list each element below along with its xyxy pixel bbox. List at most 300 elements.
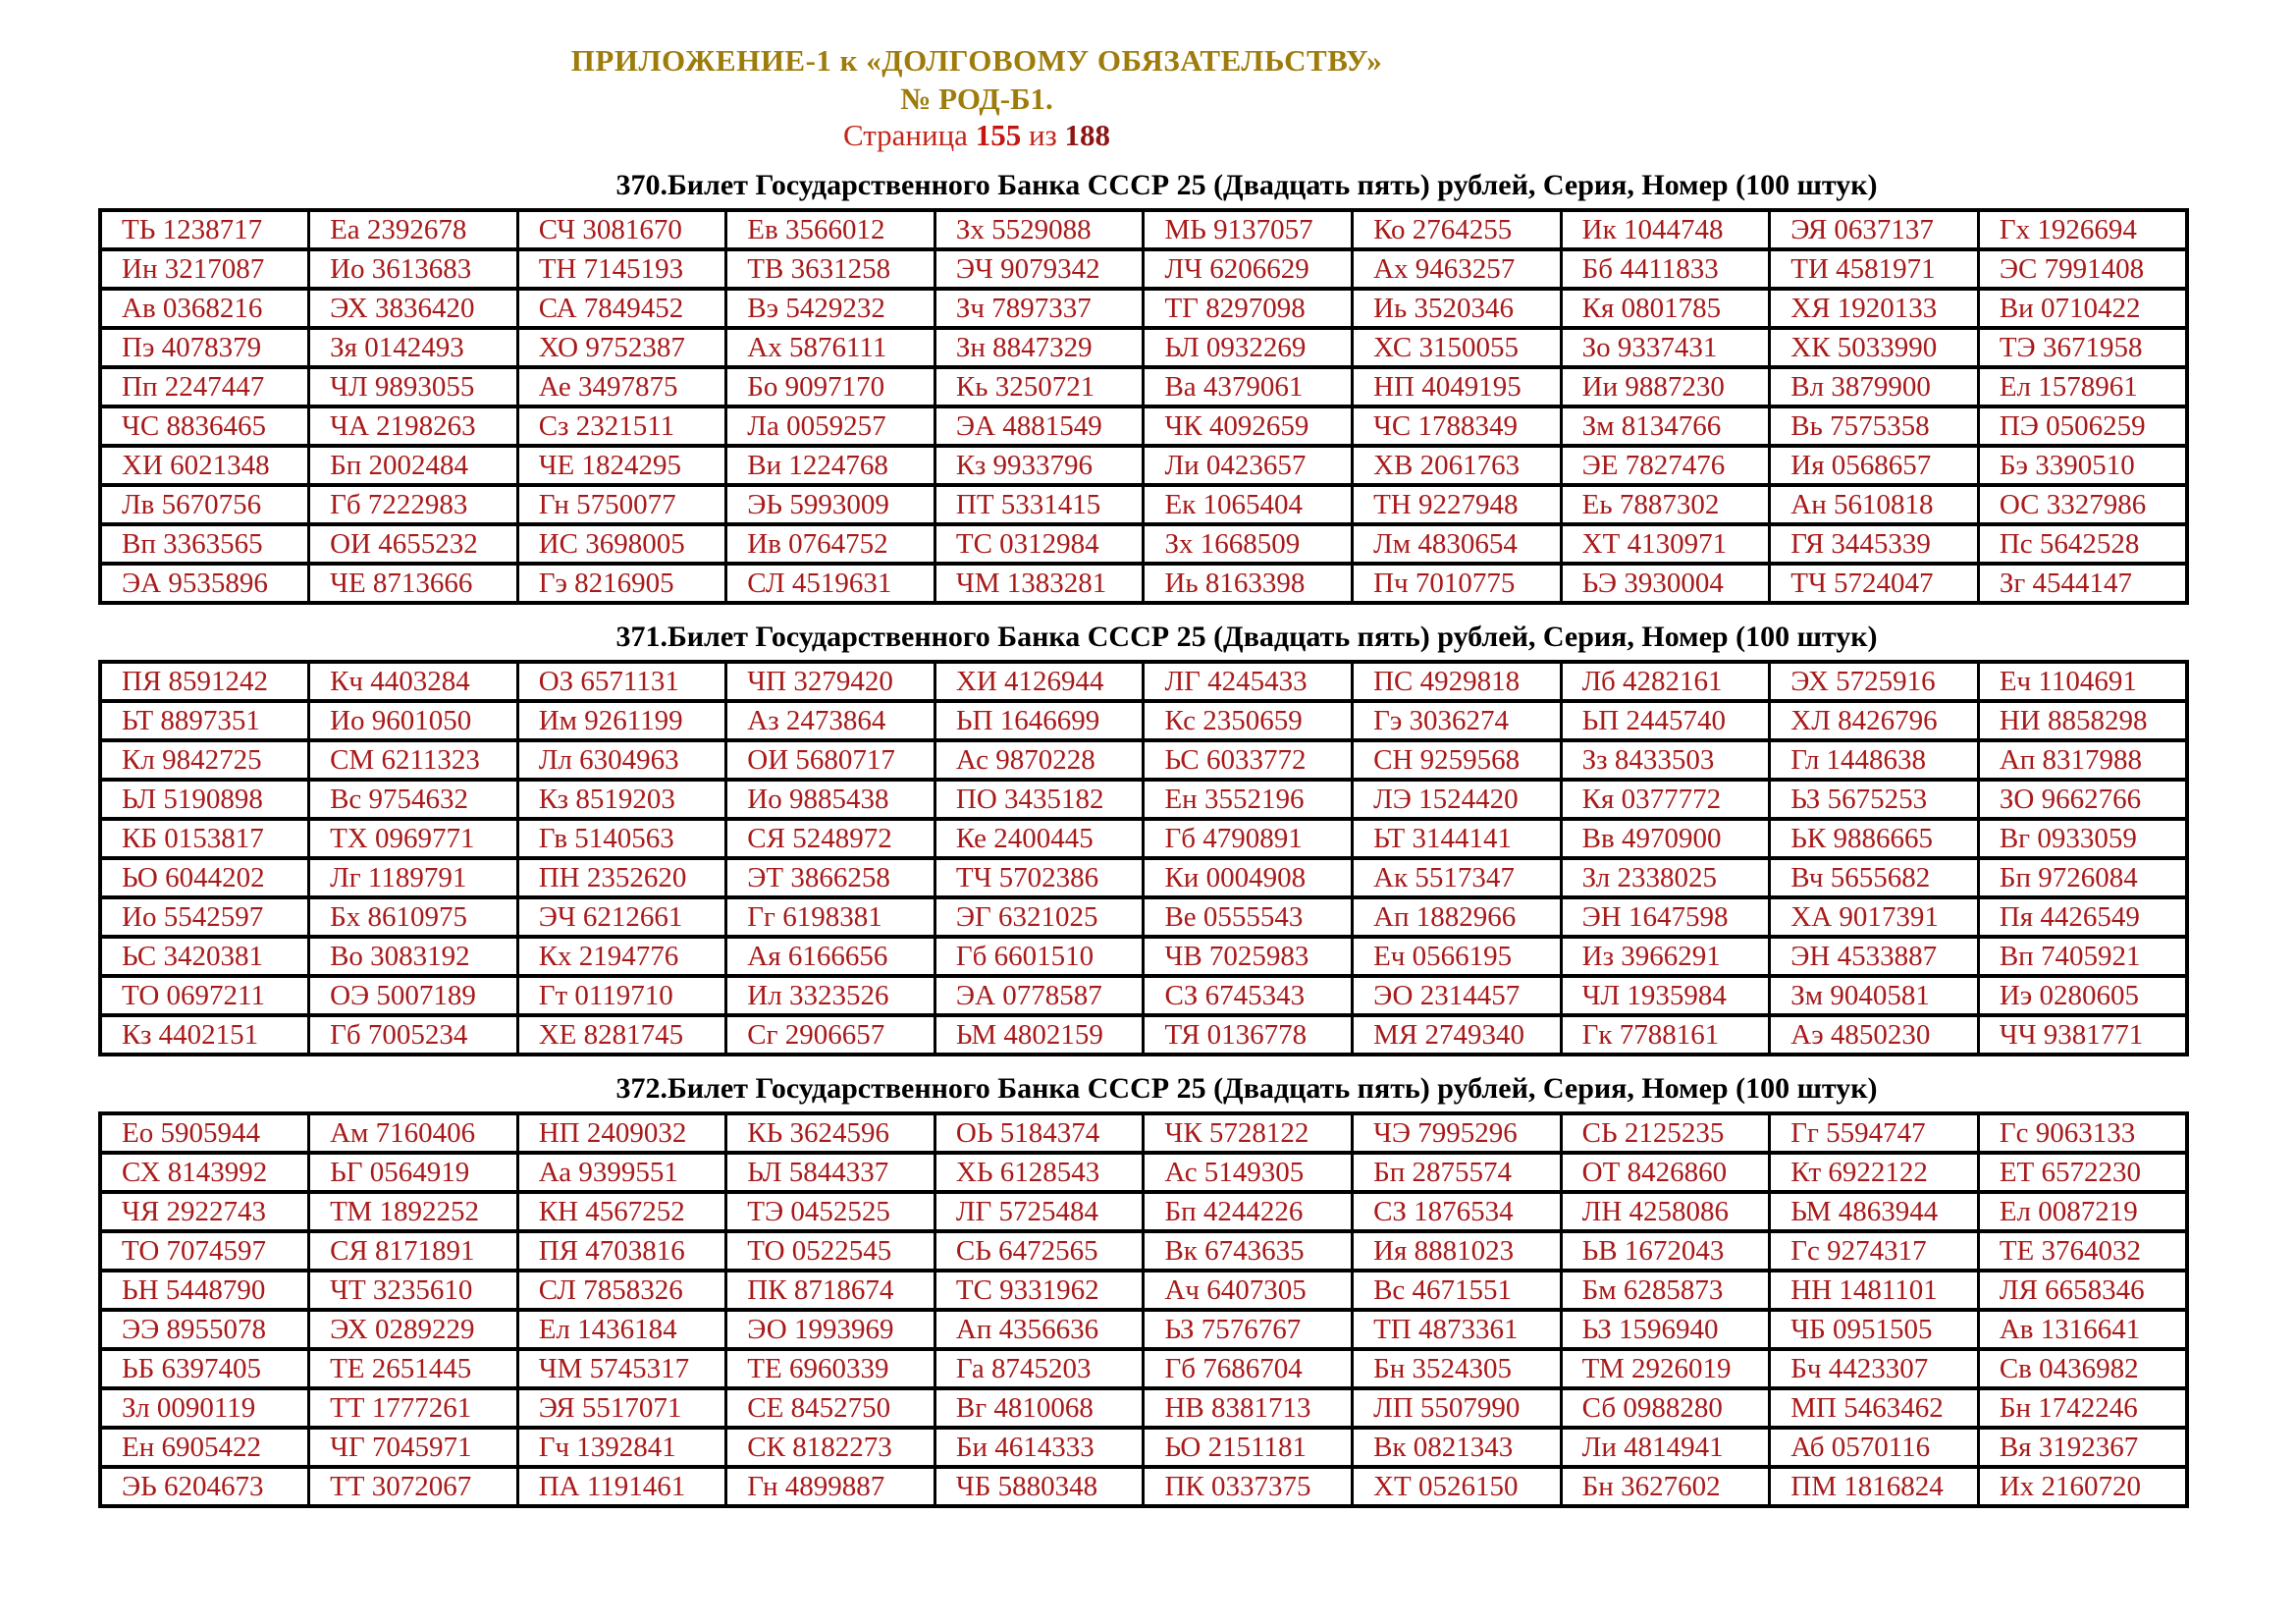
- table-row: [100, 1310, 2187, 1349]
- serial-cell: ТС 9331962: [934, 1271, 1144, 1310]
- serial-cell: Ки 0004908: [1144, 858, 1353, 897]
- section-370: [0, 169, 2296, 605]
- serial-cell: ПО 3435182: [934, 780, 1144, 819]
- serial-cell: ТТ 3072067: [309, 1467, 518, 1506]
- serial-cell: КБ 0153817: [100, 819, 309, 858]
- serial-cell: Зм 9040581: [1770, 976, 1979, 1015]
- serial-cell: ЭХ 0289229: [309, 1310, 518, 1349]
- serial-cell: ПЯ 8591242: [100, 662, 309, 701]
- serial-cell: НН 1481101: [1770, 1271, 1979, 1310]
- serial-cell: Ио 9885438: [726, 780, 935, 819]
- serial-cell: ХТ 4130971: [1561, 524, 1770, 564]
- page-total: 188: [1064, 118, 1111, 152]
- serial-cell: Вя 3192367: [1978, 1428, 2187, 1467]
- serial-cell: СН 9259568: [1353, 740, 1562, 780]
- serial-cell: Вп 3363565: [100, 524, 309, 564]
- serial-cell: ЧВ 7025983: [1144, 937, 1353, 976]
- serial-cell: Иь 8163398: [1144, 564, 1353, 603]
- serial-cell: СК 8182273: [726, 1428, 935, 1467]
- table-row: [100, 485, 2187, 524]
- table-row: [100, 819, 2187, 858]
- serial-cell: Ва 4379061: [1144, 367, 1353, 406]
- serial-cell: Вк 6743635: [1144, 1231, 1353, 1271]
- serials-table: [98, 208, 2189, 605]
- serial-cell: МП 5463462: [1770, 1388, 1979, 1428]
- serial-cell: СЬ 2125235: [1561, 1113, 1770, 1153]
- serial-cell: Сз 2321511: [517, 406, 726, 446]
- serial-cell: Зн 8847329: [934, 328, 1144, 367]
- table-row: [100, 662, 2187, 701]
- serial-cell: Аз 2473864: [726, 701, 935, 740]
- serial-cell: ЬЗ 7576767: [1144, 1310, 1353, 1349]
- serial-cell: МЬ 9137057: [1144, 210, 1353, 249]
- serial-cell: КЬ 3624596: [726, 1113, 935, 1153]
- table-row: [100, 937, 2187, 976]
- serial-cell: Бп 2875574: [1353, 1153, 1562, 1192]
- serial-cell: ЛГ 4245433: [1144, 662, 1353, 701]
- serial-cell: ТО 7074597: [100, 1231, 309, 1271]
- serial-cell: Гс 9063133: [1978, 1113, 2187, 1153]
- serial-cell: Ел 0087219: [1978, 1192, 2187, 1231]
- serial-cell: Зо 9337431: [1561, 328, 1770, 367]
- serial-cell: ЧМ 1383281: [934, 564, 1144, 603]
- serial-cell: Вг 4810068: [934, 1388, 1144, 1428]
- serial-cell: ЭО 1993969: [726, 1310, 935, 1349]
- table-row: [100, 1015, 2187, 1055]
- serial-cell: ЭТ 3866258: [726, 858, 935, 897]
- serial-cell: Их 2160720: [1978, 1467, 2187, 1506]
- serial-cell: Ев 3566012: [726, 210, 935, 249]
- serial-cell: Ио 3613683: [309, 249, 518, 289]
- table-row: [100, 740, 2187, 780]
- serial-cell: ПС 4929818: [1353, 662, 1562, 701]
- table-row: [100, 328, 2187, 367]
- serial-cell: ЬМ 4863944: [1770, 1192, 1979, 1231]
- serial-cell: ТМ 2926019: [1561, 1349, 1770, 1388]
- serial-cell: ТС 0312984: [934, 524, 1144, 564]
- serial-cell: ХА 9017391: [1770, 897, 1979, 937]
- serial-cell: ЭН 1647598: [1561, 897, 1770, 937]
- serial-cell: Зл 0090119: [100, 1388, 309, 1428]
- serial-cell: Ав 0368216: [100, 289, 309, 328]
- serial-cell: ЬП 1646699: [934, 701, 1144, 740]
- serial-cell: Еь 7887302: [1561, 485, 1770, 524]
- serial-cell: Ап 8317988: [1978, 740, 2187, 780]
- serial-cell: ЧС 8836465: [100, 406, 309, 446]
- serial-cell: Гв 5140563: [517, 819, 726, 858]
- table-row: [100, 289, 2187, 328]
- serial-cell: Им 9261199: [517, 701, 726, 740]
- table-row: [100, 1271, 2187, 1310]
- serial-cell: Бб 4411833: [1561, 249, 1770, 289]
- serial-cell: Гх 1926694: [1978, 210, 2187, 249]
- serial-cell: ЭЯ 0637137: [1770, 210, 1979, 249]
- serial-cell: Кл 9842725: [100, 740, 309, 780]
- serial-cell: ТВ 3631258: [726, 249, 935, 289]
- serial-cell: СХ 8143992: [100, 1153, 309, 1192]
- serial-cell: Га 8745203: [934, 1349, 1144, 1388]
- serial-cell: Бч 4423307: [1770, 1349, 1979, 1388]
- serial-cell: Ли 0423657: [1144, 446, 1353, 485]
- serial-cell: ОИ 5680717: [726, 740, 935, 780]
- serial-cell: Вв 4970900: [1561, 819, 1770, 858]
- serial-cell: Ан 5610818: [1770, 485, 1979, 524]
- serial-cell: Пэ 4078379: [100, 328, 309, 367]
- table-row: [100, 564, 2187, 603]
- table-row: [100, 1113, 2187, 1153]
- serial-cell: Бп 2002484: [309, 446, 518, 485]
- serial-cell: Ия 0568657: [1770, 446, 1979, 485]
- serial-cell: Ак 5517347: [1353, 858, 1562, 897]
- serial-cell: Сб 0988280: [1561, 1388, 1770, 1428]
- serial-cell: НП 4049195: [1353, 367, 1562, 406]
- table-row: [100, 1153, 2187, 1192]
- serial-cell: СЗ 6745343: [1144, 976, 1353, 1015]
- serial-cell: ЬМ 4802159: [934, 1015, 1144, 1055]
- serial-cell: ПА 1191461: [517, 1467, 726, 1506]
- serial-cell: Бп 9726084: [1978, 858, 2187, 897]
- serial-cell: Ав 1316641: [1978, 1310, 2187, 1349]
- serial-cell: Лм 4830654: [1353, 524, 1562, 564]
- serial-cell: Зл 2338025: [1561, 858, 1770, 897]
- serials-table: [98, 660, 2189, 1056]
- serial-cell: ОС 3327986: [1978, 485, 2187, 524]
- serial-cell: Ив 0764752: [726, 524, 935, 564]
- serial-cell: Вс 9754632: [309, 780, 518, 819]
- serial-cell: ТЭ 3671958: [1978, 328, 2187, 367]
- page-current: 155: [975, 118, 1022, 152]
- serial-cell: МЯ 2749340: [1353, 1015, 1562, 1055]
- table-row: [100, 1388, 2187, 1428]
- serial-cell: Пя 4426549: [1978, 897, 2187, 937]
- serial-cell: Гэ 8216905: [517, 564, 726, 603]
- serial-cell: ЬГ 0564919: [309, 1153, 518, 1192]
- serial-cell: Кя 0801785: [1561, 289, 1770, 328]
- serial-cell: ЭО 2314457: [1353, 976, 1562, 1015]
- serial-cell: Зч 7897337: [934, 289, 1144, 328]
- serial-cell: Зг 4544147: [1978, 564, 2187, 603]
- serial-cell: Вь 7575358: [1770, 406, 1979, 446]
- serial-cell: Бп 4244226: [1144, 1192, 1353, 1231]
- serial-cell: Гг 6198381: [726, 897, 935, 937]
- serial-cell: Бн 3627602: [1561, 1467, 1770, 1506]
- serial-cell: Кт 6922122: [1770, 1153, 1979, 1192]
- serial-cell: Ен 3552196: [1144, 780, 1353, 819]
- section-header: 371.Билет Государственного Банка СССР 25 (Двадцать пять) рублей, Серия, Номер (100 штук): [615, 621, 1878, 653]
- serial-cell: Зх 5529088: [934, 210, 1144, 249]
- serial-cell: Лг 1189791: [309, 858, 518, 897]
- serial-cell: ОТ 8426860: [1561, 1153, 1770, 1192]
- serial-cell: ЬТ 8897351: [100, 701, 309, 740]
- serial-cell: Зм 8134766: [1561, 406, 1770, 446]
- table-row: [100, 367, 2187, 406]
- serial-cell: ХЯ 1920133: [1770, 289, 1979, 328]
- serial-cell: ЛЧ 6206629: [1144, 249, 1353, 289]
- serial-cell: Гг 5594747: [1770, 1113, 1979, 1153]
- serial-cell: Кз 4402151: [100, 1015, 309, 1055]
- serial-cell: Ап 1882966: [1353, 897, 1562, 937]
- serial-cell: ХТ 0526150: [1353, 1467, 1562, 1506]
- serial-cell: ЭЬ 6204673: [100, 1467, 309, 1506]
- serial-cell: ЬБ 6397405: [100, 1349, 309, 1388]
- serial-cell: Ио 9601050: [309, 701, 518, 740]
- serial-cell: ЬК 9886665: [1770, 819, 1979, 858]
- serial-cell: Кс 2350659: [1144, 701, 1353, 740]
- serial-cell: ТН 7145193: [517, 249, 726, 289]
- serial-cell: ПЭ 0506259: [1978, 406, 2187, 446]
- serial-cell: ОЗ 6571131: [517, 662, 726, 701]
- serial-cell: Ви 1224768: [726, 446, 935, 485]
- serial-cell: Бэ 3390510: [1978, 446, 2187, 485]
- serial-cell: ПН 2352620: [517, 858, 726, 897]
- serial-cell: Гч 1392841: [517, 1428, 726, 1467]
- serial-cell: Во 3083192: [309, 937, 518, 976]
- table-row: [100, 1192, 2187, 1231]
- serial-cell: ХЕ 8281745: [517, 1015, 726, 1055]
- serial-cell: Пс 5642528: [1978, 524, 2187, 564]
- serial-cell: ЛЯ 6658346: [1978, 1271, 2187, 1310]
- serial-cell: ЬЗ 5675253: [1770, 780, 1979, 819]
- serial-cell: Гб 7222983: [309, 485, 518, 524]
- serial-cell: ЬЛ 5844337: [726, 1153, 935, 1192]
- serial-cell: ЛН 4258086: [1561, 1192, 1770, 1231]
- serial-cell: Ви 0710422: [1978, 289, 2187, 328]
- serial-cell: Ве 0555543: [1144, 897, 1353, 937]
- serial-cell: Ах 9463257: [1353, 249, 1562, 289]
- serial-cell: Из 3966291: [1561, 937, 1770, 976]
- serial-cell: ТЯ 0136778: [1144, 1015, 1353, 1055]
- serial-cell: ТХ 0969771: [309, 819, 518, 858]
- page-indicator: [0, 118, 1953, 153]
- serial-cell: Ек 1065404: [1144, 485, 1353, 524]
- serial-cell: Ик 1044748: [1561, 210, 1770, 249]
- serial-cell: Бм 6285873: [1561, 1271, 1770, 1310]
- doc-number: № РОД-Б1.: [900, 81, 1053, 116]
- section-372: [0, 1072, 2296, 1508]
- serial-cell: Еа 2392678: [309, 210, 518, 249]
- serial-cell: Кх 2194776: [517, 937, 726, 976]
- serial-cell: Ап 4356636: [934, 1310, 1144, 1349]
- serial-cell: ТТ 1777261: [309, 1388, 518, 1428]
- serial-cell: Ач 6407305: [1144, 1271, 1353, 1310]
- serial-cell: Иь 3520346: [1353, 289, 1562, 328]
- serial-cell: ЧЛ 1935984: [1561, 976, 1770, 1015]
- section-371: [0, 621, 2296, 1056]
- serial-cell: ПК 8718674: [726, 1271, 935, 1310]
- serial-cell: ЧЕ 8713666: [309, 564, 518, 603]
- serial-cell: ЬЛ 5190898: [100, 780, 309, 819]
- serial-cell: ТЕ 6960339: [726, 1349, 935, 1388]
- serial-cell: Ла 0059257: [726, 406, 935, 446]
- serial-cell: КН 4567252: [517, 1192, 726, 1231]
- page-separator: из: [1028, 118, 1057, 152]
- serial-cell: Аб 0570116: [1770, 1428, 1979, 1467]
- serial-cell: ТМ 1892252: [309, 1192, 518, 1231]
- serial-cell: ЧА 2198263: [309, 406, 518, 446]
- serial-cell: Пп 2247447: [100, 367, 309, 406]
- serial-cell: Вк 0821343: [1353, 1428, 1562, 1467]
- serial-cell: Ая 6166656: [726, 937, 935, 976]
- serial-cell: ХО 9752387: [517, 328, 726, 367]
- section-header: 370.Билет Государственного Банка СССР 25 (Двадцать пять) рублей, Серия, Номер (100 штук): [615, 169, 1878, 201]
- serial-cell: ЧБ 0951505: [1770, 1310, 1979, 1349]
- serial-cell: ПМ 1816824: [1770, 1467, 1979, 1506]
- section-header: 372.Билет Государственного Банка СССР 25 (Двадцать пять) рублей, Серия, Номер (100 штук): [615, 1072, 1878, 1105]
- table-row: [100, 406, 2187, 446]
- serial-cell: Ин 3217087: [100, 249, 309, 289]
- serial-cell: Кз 8519203: [517, 780, 726, 819]
- serial-cell: Ас 9870228: [934, 740, 1144, 780]
- serial-cell: ТЕ 2651445: [309, 1349, 518, 1388]
- serial-cell: Вэ 5429232: [726, 289, 935, 328]
- table-row: [100, 897, 2187, 937]
- serial-cell: ЧЭ 7995296: [1353, 1113, 1562, 1153]
- serial-cell: Зя 0142493: [309, 328, 518, 367]
- serial-cell: Бо 9097170: [726, 367, 935, 406]
- serial-cell: Гн 4899887: [726, 1467, 935, 1506]
- serial-cell: ЛП 5507990: [1353, 1388, 1562, 1428]
- table-row: [100, 1467, 2187, 1506]
- serial-cell: ОИ 4655232: [309, 524, 518, 564]
- serial-cell: ТЭ 0452525: [726, 1192, 935, 1231]
- serial-cell: Ео 5905944: [100, 1113, 309, 1153]
- serial-cell: ХК 5033990: [1770, 328, 1979, 367]
- serial-cell: Вл 3879900: [1770, 367, 1979, 406]
- serial-cell: ЛЭ 1524420: [1353, 780, 1562, 819]
- serial-cell: ТЕ 3764032: [1978, 1231, 2187, 1271]
- serial-cell: ЬС 3420381: [100, 937, 309, 976]
- serial-cell: Кз 9933796: [934, 446, 1144, 485]
- serial-cell: Ии 9887230: [1561, 367, 1770, 406]
- serial-cell: Гт 0119710: [517, 976, 726, 1015]
- serial-cell: ЭГ 6321025: [934, 897, 1144, 937]
- serial-cell: ИС 3698005: [517, 524, 726, 564]
- serial-cell: Ае 3497875: [517, 367, 726, 406]
- table-row: [100, 524, 2187, 564]
- serial-cell: Кя 0377772: [1561, 780, 1770, 819]
- serial-cell: ЧС 1788349: [1353, 406, 1562, 446]
- serial-cell: ПЯ 4703816: [517, 1231, 726, 1271]
- serial-cell: Ел 1578961: [1978, 367, 2187, 406]
- serial-cell: СЯ 5248972: [726, 819, 935, 858]
- serial-cell: Аэ 4850230: [1770, 1015, 1979, 1055]
- serial-cell: Ио 5542597: [100, 897, 309, 937]
- table-row: [100, 701, 2187, 740]
- serial-cell: Иэ 0280605: [1978, 976, 2187, 1015]
- serial-cell: ЭА 9535896: [100, 564, 309, 603]
- serial-cell: ЭЭ 8955078: [100, 1310, 309, 1349]
- serial-cell: ТО 0522545: [726, 1231, 935, 1271]
- serial-cell: ЬЛ 0932269: [1144, 328, 1353, 367]
- serial-cell: ЬН 5448790: [100, 1271, 309, 1310]
- serial-cell: Еч 1104691: [1978, 662, 2187, 701]
- serial-cell: Лв 5670756: [100, 485, 309, 524]
- serial-cell: Би 4614333: [934, 1428, 1144, 1467]
- document-header: [0, 41, 1953, 153]
- serial-cell: ЭЬ 5993009: [726, 485, 935, 524]
- serial-cell: Гб 7005234: [309, 1015, 518, 1055]
- serial-cell: ЧП 3279420: [726, 662, 935, 701]
- serial-cell: ЭЯ 5517071: [517, 1388, 726, 1428]
- serial-cell: Гб 6601510: [934, 937, 1144, 976]
- serial-cell: ЬО 2151181: [1144, 1428, 1353, 1467]
- serial-cell: Кч 4403284: [309, 662, 518, 701]
- serial-cell: ЬЗ 1596940: [1561, 1310, 1770, 1349]
- table-row: [100, 1349, 2187, 1388]
- serial-cell: ХЬ 6128543: [934, 1153, 1144, 1192]
- serial-cell: ТЧ 5702386: [934, 858, 1144, 897]
- serial-cell: Кь 3250721: [934, 367, 1144, 406]
- serial-cell: Лб 4282161: [1561, 662, 1770, 701]
- serial-cell: Гэ 3036274: [1353, 701, 1562, 740]
- serial-cell: ТЧ 5724047: [1770, 564, 1979, 603]
- serial-cell: СЬ 6472565: [934, 1231, 1144, 1271]
- serial-cell: ЧГ 7045971: [309, 1428, 518, 1467]
- serial-cell: ЧЛ 9893055: [309, 367, 518, 406]
- serial-cell: ЬП 2445740: [1561, 701, 1770, 740]
- serial-cell: ХИ 6021348: [100, 446, 309, 485]
- serial-cell: Ам 7160406: [309, 1113, 518, 1153]
- serial-cell: ЧЕ 1824295: [517, 446, 726, 485]
- serial-cell: ТГ 8297098: [1144, 289, 1353, 328]
- serial-cell: Ил 3323526: [726, 976, 935, 1015]
- serial-cell: ХИ 4126944: [934, 662, 1144, 701]
- serial-cell: ХВ 2061763: [1353, 446, 1562, 485]
- serial-cell: Вп 7405921: [1978, 937, 2187, 976]
- serial-cell: ЭС 7991408: [1978, 249, 2187, 289]
- serial-cell: Бн 1742246: [1978, 1388, 2187, 1428]
- table-row: [100, 858, 2187, 897]
- serial-cell: Гн 5750077: [517, 485, 726, 524]
- serial-cell: Ия 8881023: [1353, 1231, 1562, 1271]
- page-title: ПРИЛОЖЕНИЕ-1 к «ДОЛГОВОМУ ОБЯЗАТЕЛЬСТВУ»: [570, 43, 1383, 78]
- serial-cell: ЧМ 5745317: [517, 1349, 726, 1388]
- serial-cell: ЧБ 5880348: [934, 1467, 1144, 1506]
- serial-cell: ЭА 4881549: [934, 406, 1144, 446]
- serial-cell: СЕ 8452750: [726, 1388, 935, 1428]
- serial-cell: ЭН 4533887: [1770, 937, 1979, 976]
- serial-cell: Вч 5655682: [1770, 858, 1979, 897]
- serial-cell: НВ 8381713: [1144, 1388, 1353, 1428]
- serial-cell: ТН 9227948: [1353, 485, 1562, 524]
- serial-cell: Ко 2764255: [1353, 210, 1562, 249]
- serial-cell: ПК 0337375: [1144, 1467, 1353, 1506]
- table-row: [100, 446, 2187, 485]
- serial-cell: ЬС 6033772: [1144, 740, 1353, 780]
- serial-cell: Ах 5876111: [726, 328, 935, 367]
- table-row: [100, 1428, 2187, 1467]
- serial-cell: ЧЧ 9381771: [1978, 1015, 2187, 1055]
- serial-cell: СЯ 8171891: [309, 1231, 518, 1271]
- serial-cell: СА 7849452: [517, 289, 726, 328]
- serial-cell: Еч 0566195: [1353, 937, 1562, 976]
- serial-cell: СЛ 7858326: [517, 1271, 726, 1310]
- serial-cell: СЧ 3081670: [517, 210, 726, 249]
- serial-cell: Бх 8610975: [309, 897, 518, 937]
- serial-cell: СМ 6211323: [309, 740, 518, 780]
- serial-cell: ЕТ 6572230: [1978, 1153, 2187, 1192]
- serial-cell: ЬЭ 3930004: [1561, 564, 1770, 603]
- serial-cell: ТО 0697211: [100, 976, 309, 1015]
- serial-cell: Гк 7788161: [1561, 1015, 1770, 1055]
- serial-cell: ЧК 4092659: [1144, 406, 1353, 446]
- serial-cell: Св 0436982: [1978, 1349, 2187, 1388]
- serial-cell: ЬО 6044202: [100, 858, 309, 897]
- table-row: [100, 780, 2187, 819]
- serial-cell: ЭХ 5725916: [1770, 662, 1979, 701]
- serial-cell: ОЬ 5184374: [934, 1113, 1144, 1153]
- serial-cell: ЧЯ 2922743: [100, 1192, 309, 1231]
